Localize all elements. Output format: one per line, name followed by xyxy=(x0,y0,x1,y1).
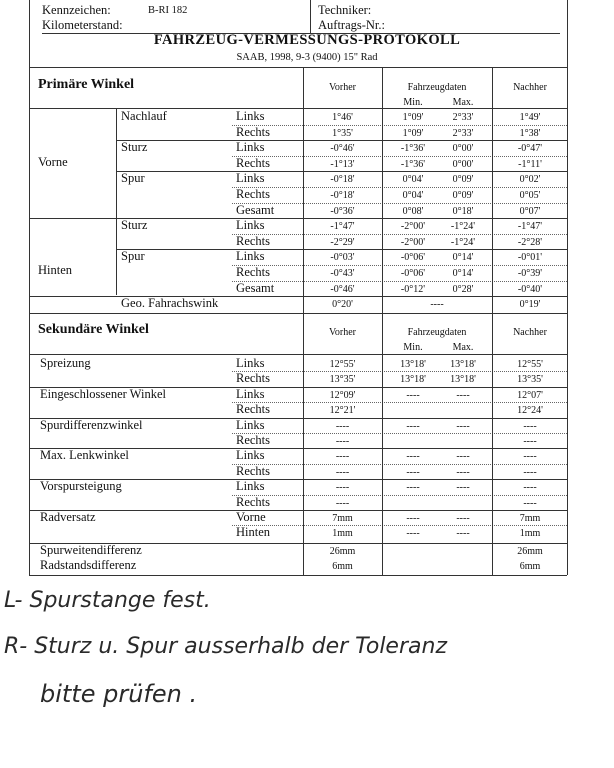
row-side: Links xyxy=(236,448,265,463)
row-category: Sturz xyxy=(121,218,148,233)
value-min: ---- xyxy=(406,420,420,432)
row-divider xyxy=(29,418,567,419)
value-max: 0°00' xyxy=(452,143,474,155)
row-side: Rechts xyxy=(236,233,271,248)
value-min: 13°18' xyxy=(400,359,426,370)
value-nachher: ---- xyxy=(523,466,537,478)
row-category: Radversatz xyxy=(40,510,96,524)
value-vorher: 1°35' xyxy=(332,127,353,139)
secondary-heading: Sekundäre Winkel xyxy=(38,322,149,337)
value-nachher: -0°39' xyxy=(517,268,543,279)
group-vdivider xyxy=(116,108,117,295)
value-vorher: -0°43' xyxy=(330,268,355,279)
row-divider xyxy=(29,510,567,511)
geo-label: Geo. Fahrachswink xyxy=(121,296,219,311)
value-min: ---- xyxy=(406,482,420,494)
row-side: Rechts xyxy=(236,433,271,447)
value-max: ---- xyxy=(456,528,470,540)
frame-left xyxy=(29,0,30,575)
row-divider xyxy=(232,525,567,526)
value-nachher: 26mm xyxy=(517,545,543,557)
row-side: Rechts xyxy=(236,402,271,417)
value-vorher: 1mm xyxy=(332,528,353,540)
row-divider xyxy=(29,448,567,449)
row-divider xyxy=(232,495,567,496)
row-side: Gesamt xyxy=(236,202,275,217)
group-divider xyxy=(29,218,567,219)
row-divider xyxy=(232,187,567,188)
row-side: Rechts xyxy=(236,371,271,386)
value-nachher: ---- xyxy=(523,436,537,447)
value-vorher: 7mm xyxy=(332,513,353,524)
value-max: -1°24' xyxy=(450,236,476,248)
vline-nachher xyxy=(492,67,493,575)
value-max: -1°24' xyxy=(450,221,476,233)
kennzeichen-label: Kennzeichen: xyxy=(42,3,111,17)
value-vorher: -0°46' xyxy=(330,283,355,295)
value-nachher: -1°11' xyxy=(518,158,542,170)
value-nachher: 12°07' xyxy=(517,389,543,401)
value-max: 0°09' xyxy=(452,190,474,201)
row-divider xyxy=(116,171,567,172)
value-nachher: -1°47' xyxy=(517,221,543,233)
value-max: 0°14' xyxy=(452,252,474,264)
row-divider xyxy=(232,234,567,235)
row-divider xyxy=(232,402,567,403)
value-max: 2°33' xyxy=(452,127,474,139)
geo-minmax: ---- xyxy=(430,299,444,311)
value-vorher: 13°35' xyxy=(329,374,356,386)
value-max: 13°18' xyxy=(450,359,476,370)
row-side: Gesamt xyxy=(236,280,275,295)
row-category: Spurdifferenzwinkel xyxy=(40,417,143,432)
row-divider xyxy=(232,433,567,434)
col-max-2: Max. xyxy=(452,342,474,353)
row-side: Rechts xyxy=(236,187,271,201)
row-side: Rechts xyxy=(236,494,271,509)
value-vorher: -2°29' xyxy=(330,236,355,248)
kilometerstand-label: Kilometerstand: xyxy=(42,18,123,32)
col-fahrzeugdaten: Fahrzeugdaten xyxy=(407,82,467,93)
row-side: Links xyxy=(236,218,265,233)
kennzeichen-value: B-RI 182 xyxy=(148,5,188,16)
value-vorher: 26mm xyxy=(329,545,356,557)
row-divider xyxy=(232,156,567,157)
col-max: Max. xyxy=(452,97,474,108)
value-min: ---- xyxy=(406,466,420,478)
row-side: Links xyxy=(236,249,265,264)
value-nachher: -2°28' xyxy=(517,236,543,248)
value-max: 0°00' xyxy=(452,158,474,170)
value-min: 0°04' xyxy=(402,190,424,201)
page-title: FAHRZEUG-VERMESSUNGS-PROTOKOLL xyxy=(153,32,461,48)
row-category: Spur xyxy=(121,249,145,264)
row-divider xyxy=(232,281,567,282)
group-hinten: Hinten xyxy=(38,263,73,277)
handnote-line-1: L- Spurstange fest. xyxy=(4,588,211,613)
value-vorher: -1°13' xyxy=(330,158,355,170)
value-min: 1°09' xyxy=(402,127,424,139)
row-side: Vorne xyxy=(236,510,266,524)
value-nachher: 6mm xyxy=(519,561,541,573)
frame-right xyxy=(567,0,568,575)
value-min: 0°08' xyxy=(402,205,424,217)
row-side: Links xyxy=(236,386,265,401)
row-category: Sturz xyxy=(121,140,148,155)
value-min: ---- xyxy=(406,528,420,540)
geo-nachher: 0°19' xyxy=(519,299,541,311)
primary-header-line xyxy=(29,108,567,109)
value-min: 1°09' xyxy=(402,112,424,123)
row-divider xyxy=(116,140,567,141)
row-side: Hinten xyxy=(236,525,271,540)
value-vorher: -0°46' xyxy=(330,143,355,155)
row-divider xyxy=(232,371,567,372)
value-max: 2°33' xyxy=(452,112,474,123)
geo-divider xyxy=(29,296,567,297)
vline-vorher xyxy=(303,67,304,575)
value-min: 13°18' xyxy=(400,374,426,386)
value-vorher: ---- xyxy=(335,482,350,494)
value-nachher: -0°01' xyxy=(517,252,543,264)
value-min: -1°36' xyxy=(400,158,426,170)
value-min: -0°06' xyxy=(400,268,426,279)
row-category: Spreizung xyxy=(40,356,91,370)
value-max: ---- xyxy=(456,482,470,494)
vline-fzd xyxy=(382,67,383,575)
value-min: -0°06' xyxy=(400,252,426,264)
row-side: Links xyxy=(236,171,265,186)
value-min: 0°04' xyxy=(402,174,424,186)
value-nachher: -0°47' xyxy=(517,143,543,155)
col-fahrzeugdaten-2: Fahrzeugdaten xyxy=(407,327,467,338)
row-category: Radstandsdifferenz xyxy=(40,558,137,573)
secondary-header-line xyxy=(29,354,567,355)
value-vorher: 1°46' xyxy=(332,112,353,123)
frame-bottom xyxy=(29,575,567,576)
value-vorher: ---- xyxy=(335,451,350,463)
row-side: Rechts xyxy=(236,155,271,170)
row-divider xyxy=(29,479,567,480)
geo-vorher: 0°20' xyxy=(332,299,353,311)
value-min: -2°00' xyxy=(400,236,426,248)
row-category: Max. Lenkwinkel xyxy=(40,448,129,463)
col-nachher-2: Nachher xyxy=(513,327,547,338)
value-vorher: ---- xyxy=(335,436,350,447)
row-divider xyxy=(232,203,567,204)
value-nachher: ---- xyxy=(523,482,537,494)
group-vorne: Vorne xyxy=(38,155,68,169)
value-vorher: -0°18' xyxy=(330,174,355,186)
value-nachher: 0°02' xyxy=(519,174,541,186)
row-category: Vorspursteigung xyxy=(40,479,122,494)
value-vorher: -0°18' xyxy=(330,190,355,201)
value-max: 0°14' xyxy=(452,268,474,279)
page-subtitle: SAAB, 1998, 9-3 (9400) 15" Rad xyxy=(236,52,378,63)
value-min: -2°00' xyxy=(400,221,426,233)
row-divider xyxy=(232,125,567,126)
value-vorher: -0°36' xyxy=(330,205,355,217)
value-max: ---- xyxy=(456,389,470,401)
row-side: Rechts xyxy=(236,124,271,139)
row-side: Rechts xyxy=(236,265,271,279)
value-min: ---- xyxy=(406,451,420,463)
row-side: Links xyxy=(236,356,265,370)
row-side: Links xyxy=(236,140,265,155)
value-vorher: 12°21' xyxy=(329,405,356,417)
auftrags-label: Auftrags-Nr.: xyxy=(318,18,385,32)
value-vorher: ---- xyxy=(335,497,350,509)
value-nachher: ---- xyxy=(523,451,537,463)
value-nachher: 13°35' xyxy=(517,374,543,386)
row-category: Eingeschlossener Winkel xyxy=(40,386,166,401)
value-nachher: 0°05' xyxy=(519,190,541,201)
handnote-line-3: bitte prüfen . xyxy=(40,680,198,708)
value-vorher: ---- xyxy=(335,420,350,432)
col-min: Min. xyxy=(403,97,423,108)
value-vorher: 12°55' xyxy=(329,359,356,370)
value-max: ---- xyxy=(456,420,470,432)
value-nachher: ---- xyxy=(523,420,537,432)
value-nachher: 12°24' xyxy=(517,405,543,417)
value-nachher: ---- xyxy=(523,497,537,509)
value-min: -1°36' xyxy=(400,143,426,155)
value-nachher: 0°07' xyxy=(519,205,541,217)
value-nachher: 1°38' xyxy=(519,127,541,139)
value-max: 13°18' xyxy=(450,374,476,386)
row-side: Links xyxy=(236,109,265,123)
value-max: 0°28' xyxy=(452,283,474,295)
row-divider xyxy=(116,249,567,250)
row-divider xyxy=(232,464,567,465)
handnote-line-2: R- Sturz u. Spur ausserhalb der Toleranz xyxy=(4,634,447,659)
value-max: 0°18' xyxy=(452,205,474,217)
row-side: Links xyxy=(236,417,265,432)
primary-bottom xyxy=(29,313,567,314)
value-min: ---- xyxy=(406,513,420,524)
col-min-2: Min. xyxy=(403,342,423,353)
value-vorher: ---- xyxy=(335,466,350,478)
value-nachher: 1°49' xyxy=(519,112,541,123)
row-divider xyxy=(232,265,567,266)
value-nachher: 7mm xyxy=(519,513,541,524)
row-divider xyxy=(29,387,567,388)
value-max: ---- xyxy=(456,466,470,478)
value-min: -0°12' xyxy=(400,283,426,295)
value-min: ---- xyxy=(406,389,420,401)
row-category: Spur xyxy=(121,171,145,186)
value-vorher: 12°09' xyxy=(329,389,356,401)
col-vorher: Vorher xyxy=(328,82,357,93)
value-vorher: 6mm xyxy=(332,561,353,573)
header-vdivider xyxy=(310,0,311,33)
primary-heading: Primäre Winkel xyxy=(38,77,135,92)
value-nachher: -0°40' xyxy=(517,283,543,295)
value-nachher: 1mm xyxy=(519,528,541,540)
value-nachher: 12°55' xyxy=(517,359,543,370)
value-max: 0°09' xyxy=(452,174,474,186)
col-vorher-2: Vorher xyxy=(328,327,357,338)
row-side: Rechts xyxy=(236,463,271,478)
row-category: Nachlauf xyxy=(121,109,167,123)
value-vorher: -1°47' xyxy=(330,221,355,233)
row-category: Spurweitendifferenz xyxy=(40,542,142,557)
col-nachher: Nachher xyxy=(513,82,547,93)
techniker-label: Techniker: xyxy=(318,3,372,17)
row-side: Links xyxy=(236,479,265,494)
value-vorher: -0°03' xyxy=(330,252,355,264)
value-max: ---- xyxy=(456,451,470,463)
value-max: ---- xyxy=(456,513,470,524)
title-divider xyxy=(29,67,567,68)
